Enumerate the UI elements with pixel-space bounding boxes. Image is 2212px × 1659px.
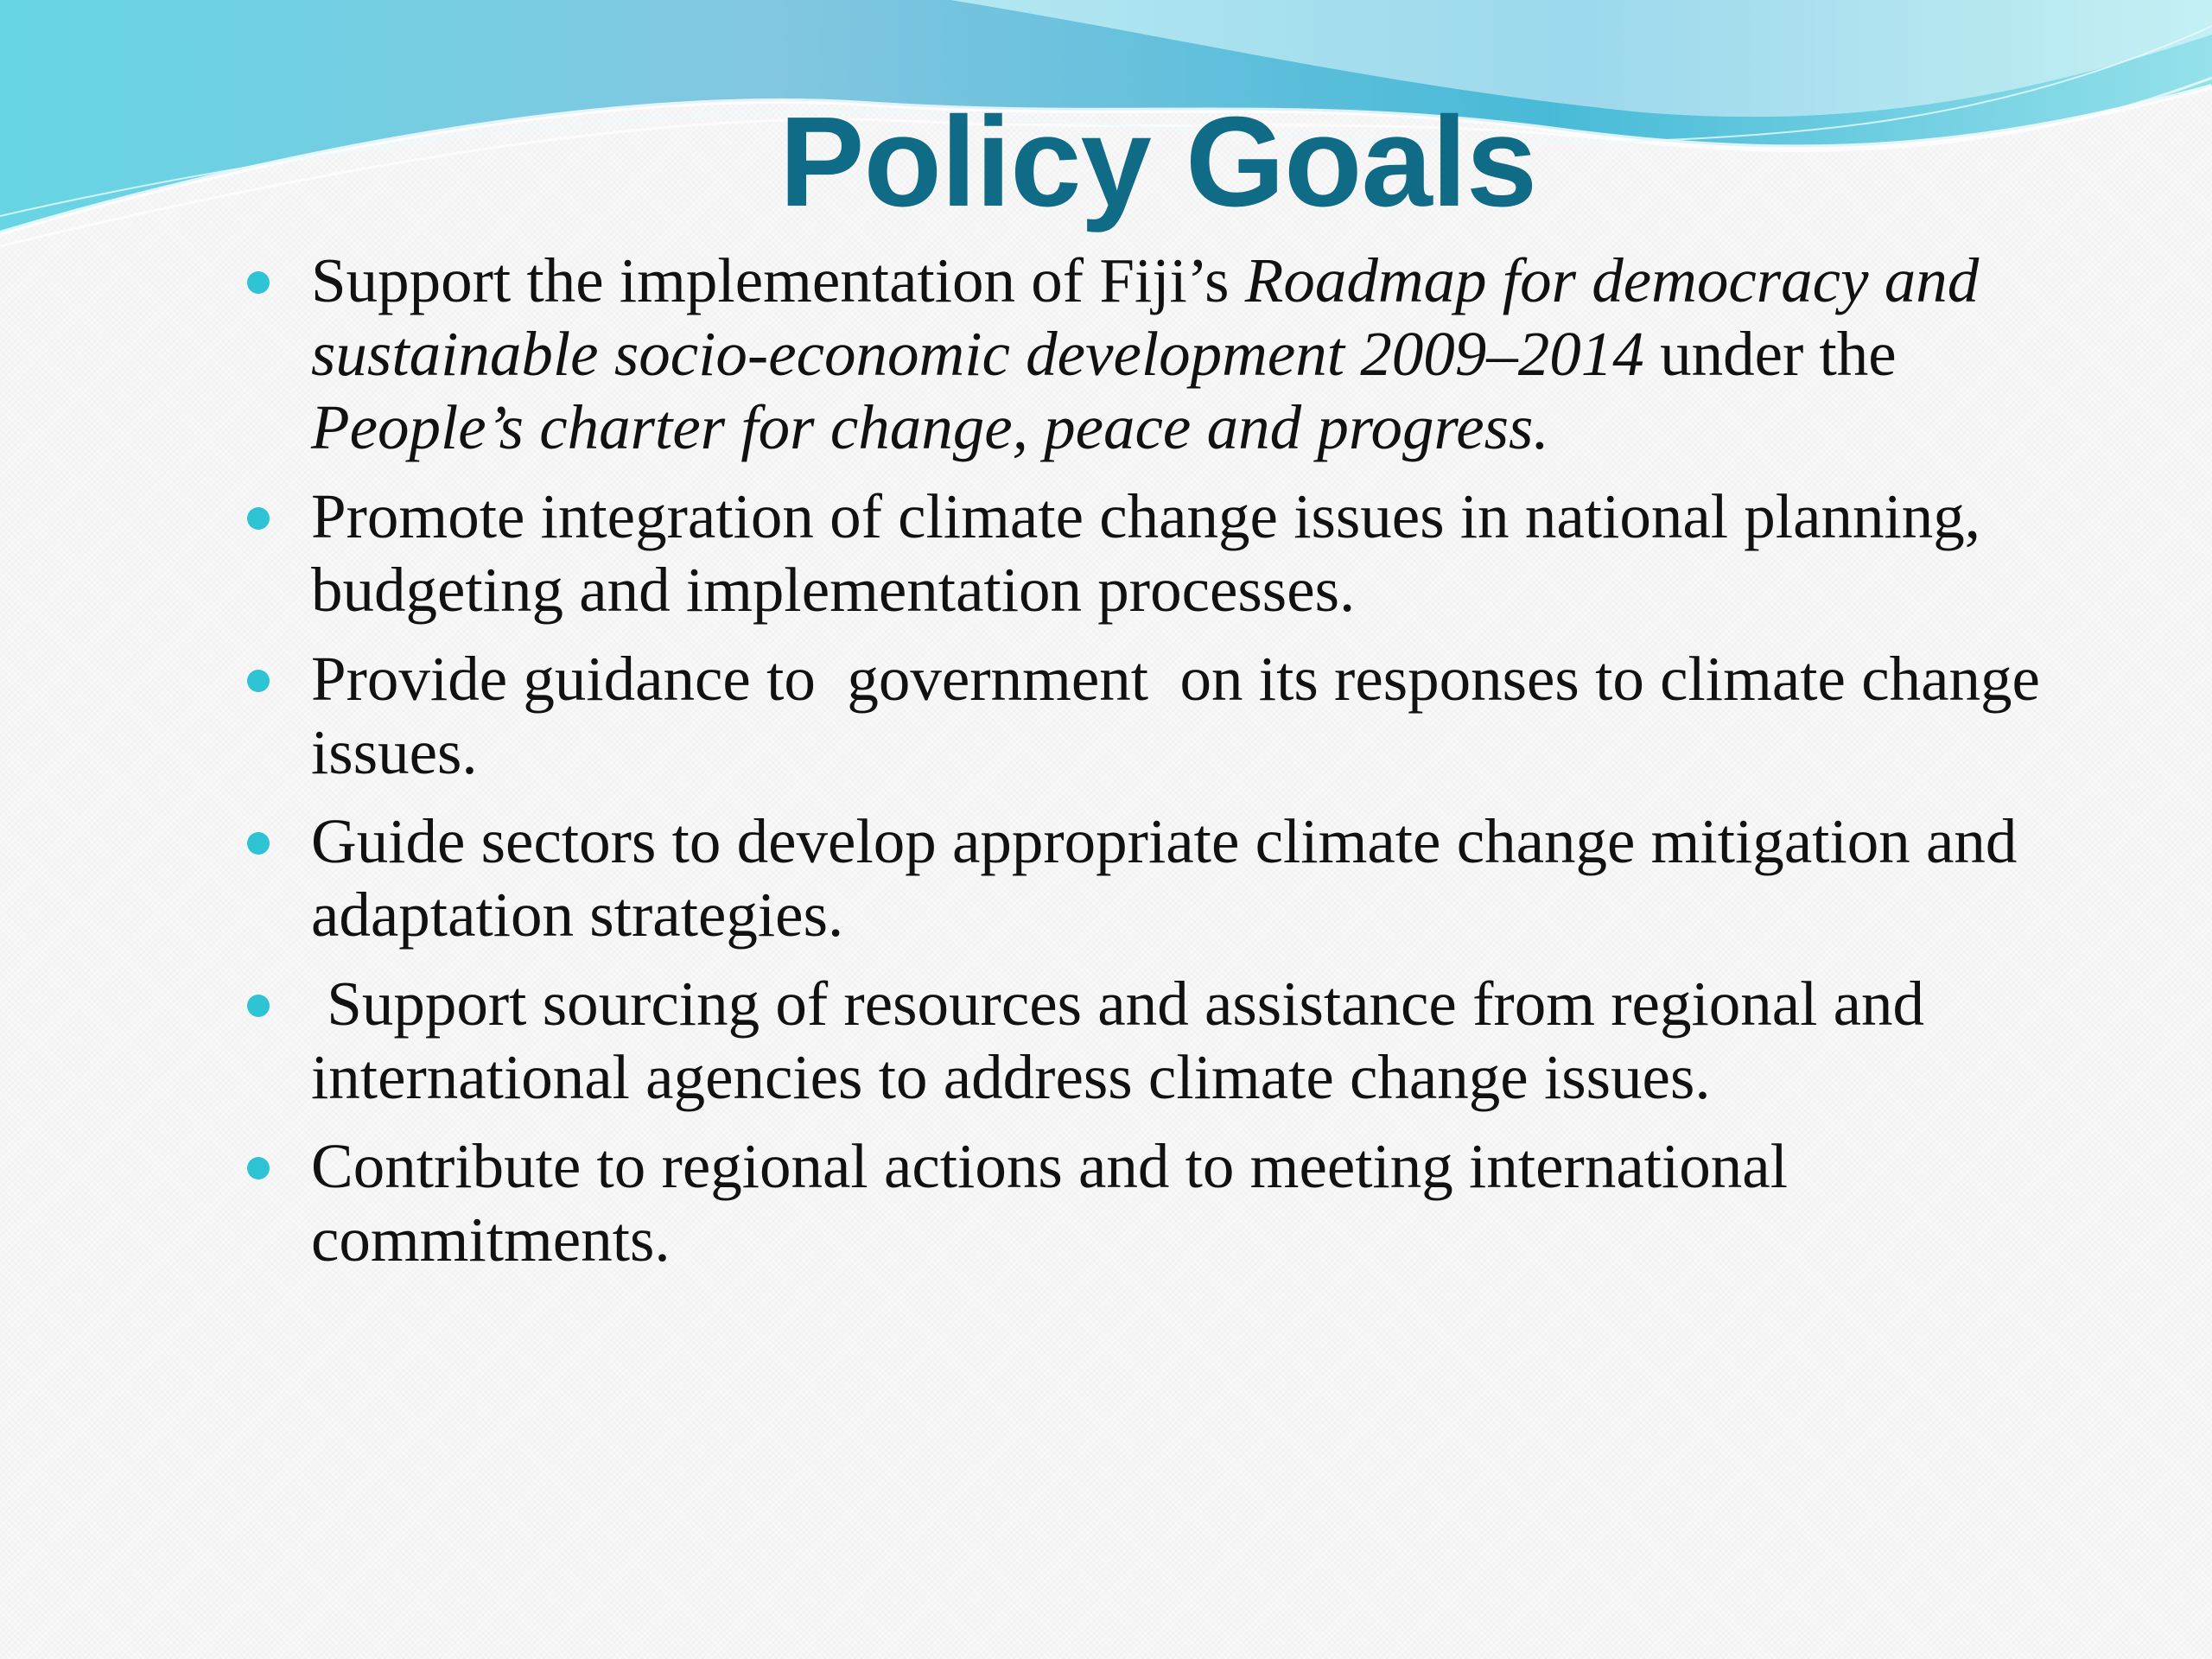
bullet-dot-icon [247,507,270,530]
bullet-dot-icon [247,995,270,1017]
bullet-item [251,967,2100,1114]
bullet-item [251,480,2100,626]
text-run: Support sourcing of resources and assistance from regional and international agencies to address climate change issues. [311,969,1941,1112]
bullet-text [311,245,1994,462]
bullet-text [311,481,1996,625]
bullet-dot-icon [247,670,270,692]
bullet-dot-icon [247,832,270,855]
italic-text-run: People’s charter for change, peace and progress. [311,392,1549,462]
bullet-text [311,1131,1803,1274]
bullet-dot-icon [247,271,270,294]
text-run: Provide guidance to government on its responses to climate change issues. [311,644,2056,787]
bullet-item [251,1129,2100,1276]
bullet-item [251,244,2100,464]
bullet-item [251,642,2100,789]
slide-title: Policy Goals [779,91,1537,233]
bullet-text [311,806,2033,950]
bullet-list [251,244,2100,1292]
bullet-item [251,804,2100,951]
text-run: Support the implementation of Fiji’s [311,245,1245,315]
bullet-dot-icon [247,1157,270,1179]
text-run: Guide sectors to develop appropriate climate change mitigation and adaptation strategies. [311,806,2033,950]
text-run: under the [1643,319,1912,389]
text-run: Promote integration of climate change issues in national planning, budgeting and implementation processes. [311,481,1997,625]
italic-text-run: Roadmap for democracy and sustainable socio-economic development 2009–2014 [311,245,1995,389]
text-run: Contribute to regional actions and to meeting international commitments. [311,1131,1804,1274]
bullet-text [311,969,1940,1112]
bullet-text [311,644,2056,787]
